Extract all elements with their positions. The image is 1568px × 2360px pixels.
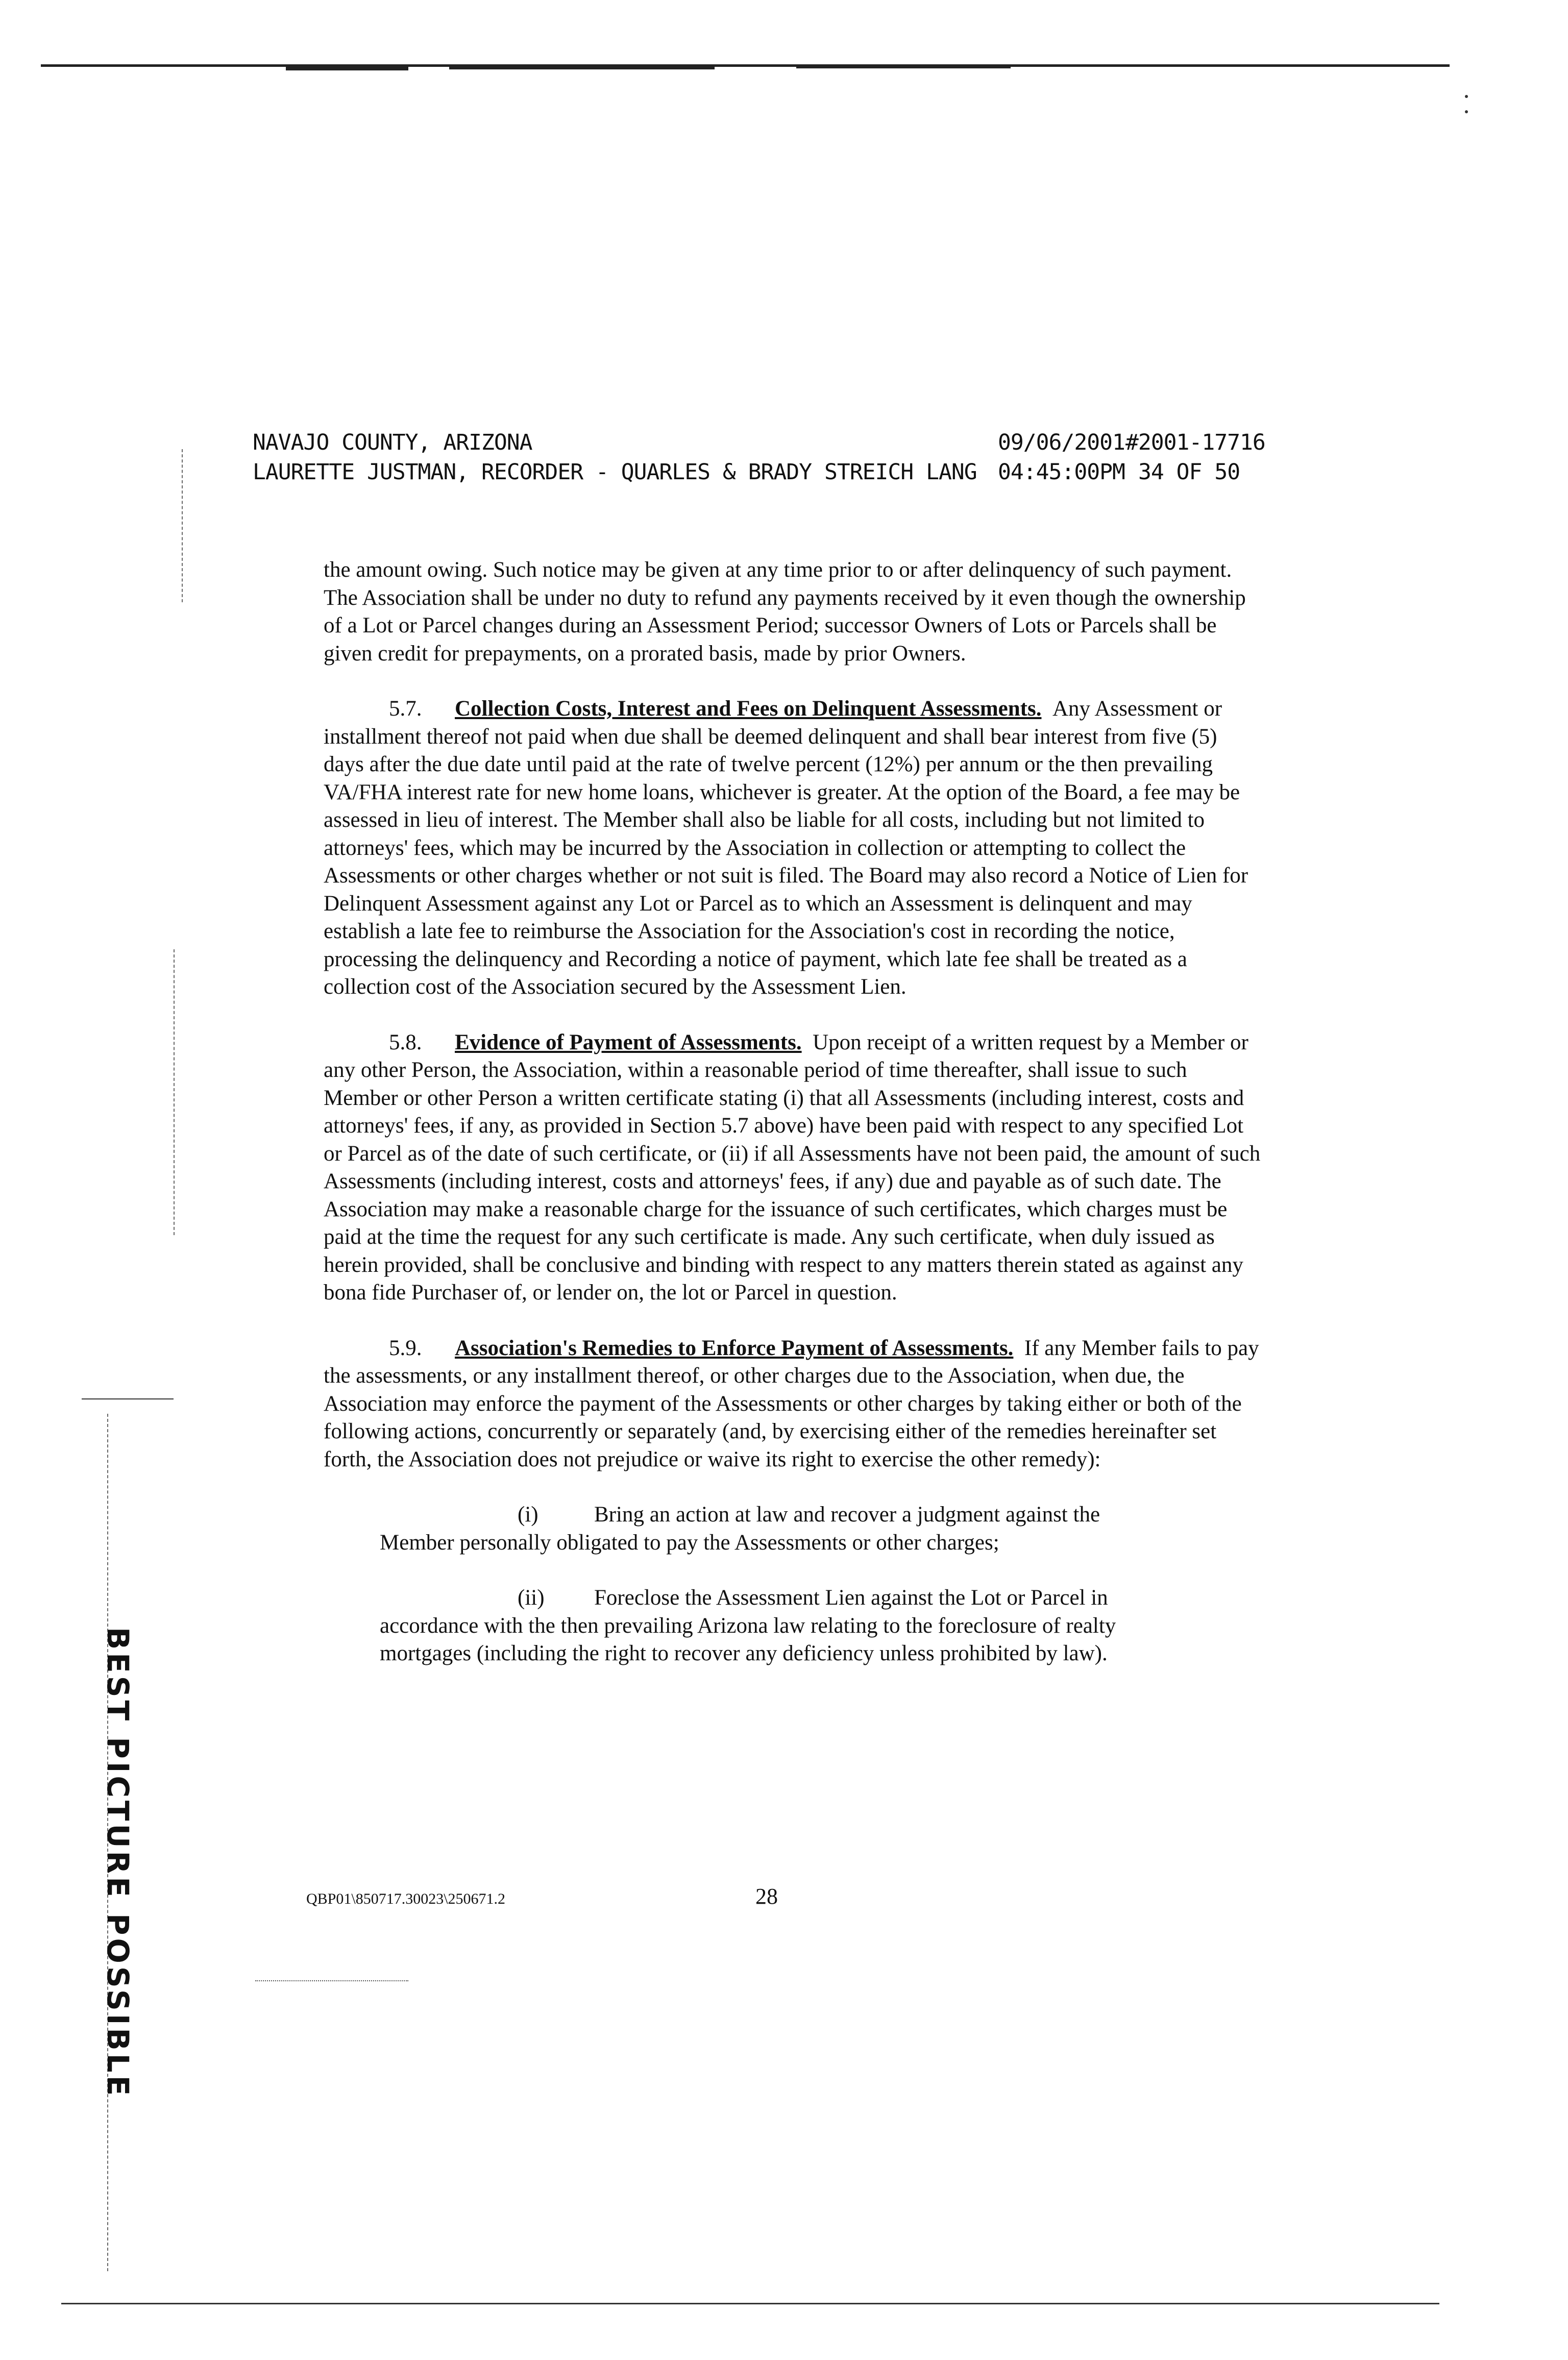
section-number: 5.7.	[389, 697, 422, 721]
section-heading: Collection Costs, Interest and Fees on Delinquent Assessments.	[455, 697, 1042, 721]
document-code: QBP01\850717.30023\250671.2	[306, 1890, 506, 1907]
scan-top-smudge	[796, 65, 1011, 68]
recording-time: 04:45:00PM	[998, 459, 1125, 485]
best-picture-possible-stamp	[96, 1597, 140, 2128]
scan-speck	[1465, 110, 1468, 113]
recorder-line-2	[253, 457, 1273, 487]
section-5-7	[324, 695, 1263, 1001]
section-5-8	[324, 1029, 1263, 1307]
recorder-name: LAURETTE JUSTMAN, RECORDER - QUARLES & BRADY STREICH LANG	[253, 459, 977, 485]
recording-number: #2001-17716	[1125, 430, 1265, 455]
remedy-text: Bring an action at law and recover a judgment against the Member personally obligated to pay the Assessments or other charges;	[380, 1503, 1100, 1555]
continuation-paragraph: the amount owing. Such notice may be given at any time prior to or after delinquency of such payment. The Association shall be under no duty to refund any payments received by it even though the ownership of a Lot or Parcel changes during an Assessment Period; successor Owners of Lots or Parcels shall be given credit for prepayments, on a prorated basis, made by prior Owners.	[324, 558, 1246, 666]
section-text: Any Assessment or installment thereof not paid when due shall be deemed delinquent and shall bear interest from five (5) days after the due date until paid at the rate of twelve percent (12%) per annum or the then prevailing VA/FHA interest rate for new home loans, whichever is greater. At the option of the Board, a fee may be assessed in lieu of interest. The Member shall also be liable for all costs, including but not limited to attorneys' fees, which may be incurred by the Association in collection or attempting to collect the Assessments or other charges whether or not suit is filed. The Board may also record a Notice of Lien for Delinquent Assessment against any Lot or Parcel as to which an Assessment is delinquent and may establish a late fee to reimburse the Association for the Association's cost in recording the notice, processing the delinquency and Recording a notice of payment, which late fee shall be treated as a collection cost of the Association secured by the Assessment Lien.	[324, 697, 1248, 999]
scan-top-smudge	[286, 65, 408, 70]
section-text: Upon receipt of a written request by a Member or any other Person, the Association, within a reasonable period of time thereafter, shall issue to such Member or other Person a written certificate stating (i) that all Assessments (including interest, costs and attorneys' fees, if any, as provided in Section 5.7 above) have been paid with respect to any specified Lot or Parcel as of the date of such certificate, or (ii) if all Assessments have not been paid, the amount of such Assessments (including interest, costs and attorneys' fees, if any) due and payable as of such date. The Association may make a reasonable charge for the issuance of such certificates, which charges must be paid at the time the request for any such certificate is made. Any such certificate, when duly issued as herein provided, shall be conclusive and binding with respect to any matters therein stated as against any bona fide Purchaser of, or lender on, the lot or Parcel in question.	[324, 1030, 1261, 1305]
scan-bottom-edge	[61, 2303, 1439, 2304]
scan-margin-mark	[255, 1980, 408, 1981]
recorder-line-1	[253, 428, 1273, 457]
scan-top-smudge	[449, 65, 715, 69]
scan-margin-mark	[82, 1398, 174, 1399]
section-number: 5.8.	[389, 1030, 422, 1054]
scan-top-edge	[41, 64, 1450, 67]
section-heading: Evidence of Payment of Assessments.	[455, 1030, 802, 1054]
scan-speck	[1465, 95, 1468, 98]
recording-page-count: 34 OF 50	[1138, 459, 1240, 485]
remedy-label: (ii)	[518, 1586, 545, 1610]
scan-left-edge	[182, 449, 183, 602]
remedy-label: (i)	[518, 1503, 538, 1527]
page-footer	[306, 1883, 1072, 1914]
scan-left-edge	[174, 949, 175, 1235]
section-heading: Association's Remedies to Enforce Payment of Assessments.	[455, 1336, 1014, 1360]
recorder-header	[253, 428, 1273, 487]
remedy-text: Foreclose the Assessment Lien against the Lot or Parcel in accordance with the then prevailing Arizona law relating to the foreclosure of realty mortgages (including the right to recover any deficiency unless prohibited by law).	[380, 1586, 1116, 1665]
page-number: 28	[755, 1884, 778, 1909]
section-5-9	[324, 1335, 1263, 1474]
remedy-item	[380, 1501, 1176, 1557]
county-label: NAVAJO COUNTY, ARIZONA	[253, 430, 532, 455]
recording-date: 09/06/2001	[998, 430, 1125, 455]
remedy-item	[380, 1584, 1176, 1668]
section-text: If any Member fails to pay the assessments, or any installment thereof, or other charges due to the Association, when due, the Association may enforce the payment of the Assessments or other charges by taking either or both of the following actions, concurrently or separately (and, by exercising either of the remedies hereinafter set forth, the Association does not prejudice or waive its right to exercise the other remedy):	[324, 1336, 1259, 1471]
side-stamp-text: BEST PICTURE POSSIBLE	[101, 1627, 136, 2099]
section-number: 5.9.	[389, 1336, 422, 1360]
document-body	[324, 556, 1263, 1695]
